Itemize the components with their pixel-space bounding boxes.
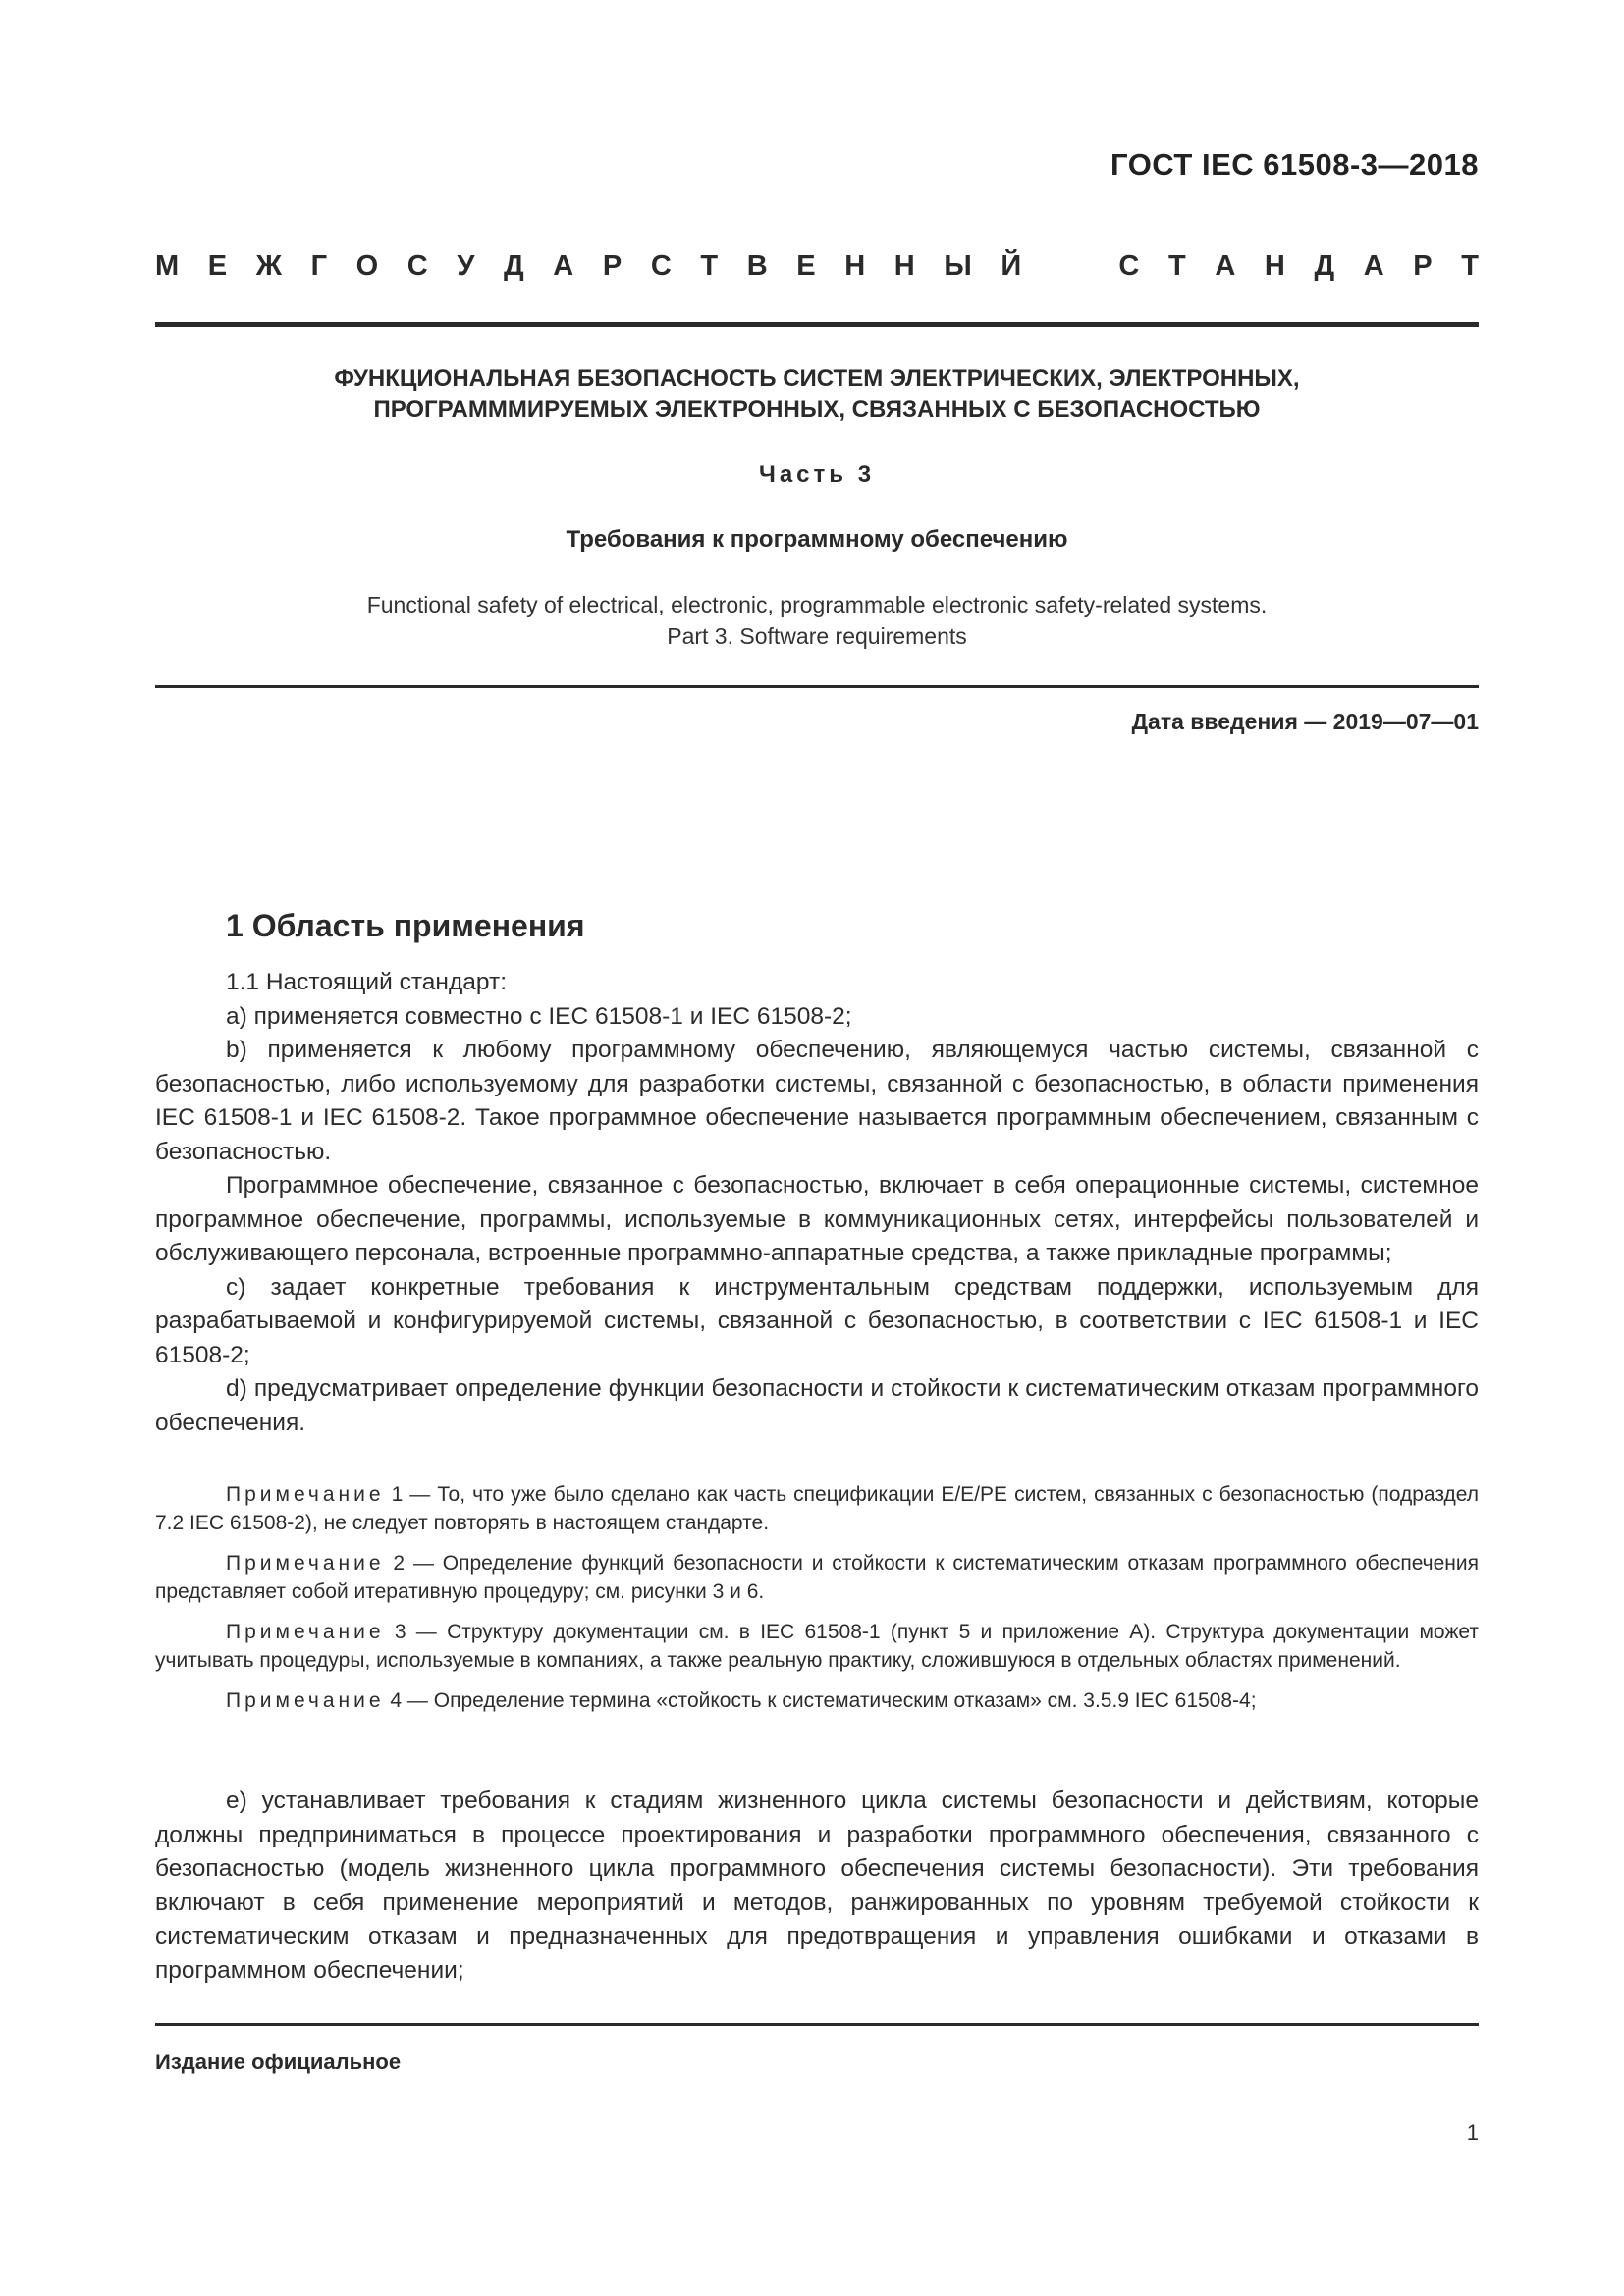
title-line: ПРОГРАМММИРУЕМЫХ ЭЛЕКТРОННЫХ, СВЯЗАННЫХ С БЕЗОПАСНОСТЬЮ (373, 397, 1261, 423)
banner-letter: О (355, 250, 379, 282)
note-text: 1 — То, что уже было сделано как часть спецификации E/E/PE систем, связанных с безопасностью (подраздел 7.2 IEC 61508-2), не следует повторять в настоящем стандарте. (155, 1483, 1479, 1534)
note-text: 2 — Определение функций безопасности и стойкости к систематическим отказам программного обеспечения представляет собой итеративную процедуру; см. рисунки 3 и 6. (155, 1552, 1479, 1603)
page-number: 1 (1466, 2120, 1479, 2145)
banner-letter: Т (1461, 250, 1479, 282)
banner-letter: С (406, 250, 428, 282)
banner-letter: Р (602, 250, 623, 282)
note-item (155, 1618, 1479, 1675)
banner-letter: Р (1413, 250, 1433, 282)
banner-letter: Д (1314, 250, 1335, 282)
english-title-line: Part 3. Software requirements (667, 623, 967, 649)
banner-letter: Н (844, 250, 866, 282)
banner-letter: Ж (255, 250, 282, 282)
part-subtitle: Требования к программному обеспечению (566, 526, 1068, 553)
paragraph: d) предусматривает определение функции безопасности и стойкости к систематическим отказам программного обеспечения. (155, 1375, 1479, 1436)
banner-letter: У (457, 250, 475, 282)
banner-letter: С (650, 250, 672, 282)
note-label: Примечание (226, 1552, 385, 1575)
notes-list (155, 1480, 1479, 1727)
paragraph: a) применяется совместно с IEC 61508-1 и IEC 61508-2; (226, 1002, 852, 1030)
edition-label: Издание официальное (155, 2050, 402, 2074)
banner-letter: Й (1001, 250, 1022, 282)
banner-letter: В (746, 250, 768, 282)
paragraph: c) задает конкретные требования к инструментальным средствам поддержки, используемым для разрабатываемой и конфигурируемой системы, связанной с безопасностью, в соответствии с IEC 61508-1 и IEC 61508-2; (155, 1273, 1479, 1368)
note-item (155, 1480, 1479, 1537)
note-label: Примечание (226, 1483, 385, 1506)
header-divider (155, 322, 1479, 327)
note-item (155, 1686, 1479, 1715)
banner-word-gap (1051, 250, 1090, 283)
english-title (155, 589, 1479, 652)
section-heading: 1 Область применения (226, 908, 585, 943)
banner-letter: Е (796, 250, 816, 282)
banner-letter: Г (310, 250, 328, 282)
introduction-date: Дата введения — 2019—07—01 (1131, 709, 1479, 734)
english-title-line: Functional safety of electrical, electronic, programmable electronic safety-related systems. (366, 592, 1268, 617)
banner-letter: С (1118, 250, 1140, 282)
banner-letter: Т (700, 250, 719, 282)
banner-letter: Е (207, 250, 228, 282)
section-body (155, 966, 1479, 1440)
banner-letter: Н (1264, 250, 1285, 282)
part-label: Часть 3 (758, 461, 876, 488)
footer-divider (155, 2023, 1479, 2026)
banner-letter: Д (504, 250, 524, 282)
banner-letter: Н (893, 250, 915, 282)
banner-letter: А (553, 250, 574, 282)
note-item (155, 1549, 1479, 1606)
banner-letter: Ы (944, 250, 972, 282)
paragraph: 1.1 Настоящий стандарт: (226, 969, 507, 995)
banner-letter: А (1215, 250, 1236, 282)
paragraph: Программное обеспечение, связанное с безопасностью, включает в себя операционные системы, системное программное обеспечение, программы, используемые в коммуникационных сетях, интерфейсы пользователей и обслуживающего персонала, встроенные программно-аппаратные средства, а также прикладные программы; (155, 1172, 1479, 1266)
note-label: Примечание (226, 1689, 385, 1712)
note-label: Примечание (226, 1621, 385, 1643)
document-number: ГОСТ IEC 61508-3—2018 (1110, 147, 1479, 182)
title-line: ФУНКЦИОНАЛЬНАЯ БЕЗОПАСНОСТЬ СИСТЕМ ЭЛЕКТРИЧЕСКИХ, ЭЛЕКТРОННЫХ, (334, 365, 1300, 392)
banner-letter: А (1363, 250, 1384, 282)
paragraph: e) устанавливает требования к стадиям жизненного цикла системы безопасности и действиям, которые должны предприниматься в процессе проектирования и разработки программного обеспечения, связанного с безопасностью (модель жизненного цикла программного обеспечения системы безопасности). Эти требования включают в себя применение мероприятий и методов, ранжированных по уровням требуемой стойкости к систематическим отказам и предназначенных для предотвращения и управления ошибками и отказами в программном обеспечении; (155, 1788, 1479, 1984)
section-body-continued (155, 1785, 1479, 1988)
note-text: 3 — Структуру документации см. в IEC 61508-1 (пункт 5 и приложение А). Структура документации может учитывать процедуры, используемые в компаниях, а также реальную практику, сложившуюся в отдельных областях применений. (155, 1621, 1479, 1672)
title-divider (155, 685, 1479, 688)
banner-letter: М (155, 250, 180, 282)
banner-letter: Т (1167, 250, 1186, 282)
document-title (155, 363, 1479, 426)
standard-type-banner (155, 250, 1479, 283)
paragraph: b) применяется к любому программному обеспечению, являющемуся частью системы, связанной с безопасностью, либо используемому для разработки системы, связанной с безопасностью, в области применения IEC 61508-1 и IEC 61508-2. Такое программное обеспечение называется программным обеспечением, связанным с безопасностью. (155, 1037, 1479, 1165)
note-text: 4 — Определение термина «стойкость к систематическим отказам» см. 3.5.9 IEC 61508-4; (384, 1689, 1257, 1712)
